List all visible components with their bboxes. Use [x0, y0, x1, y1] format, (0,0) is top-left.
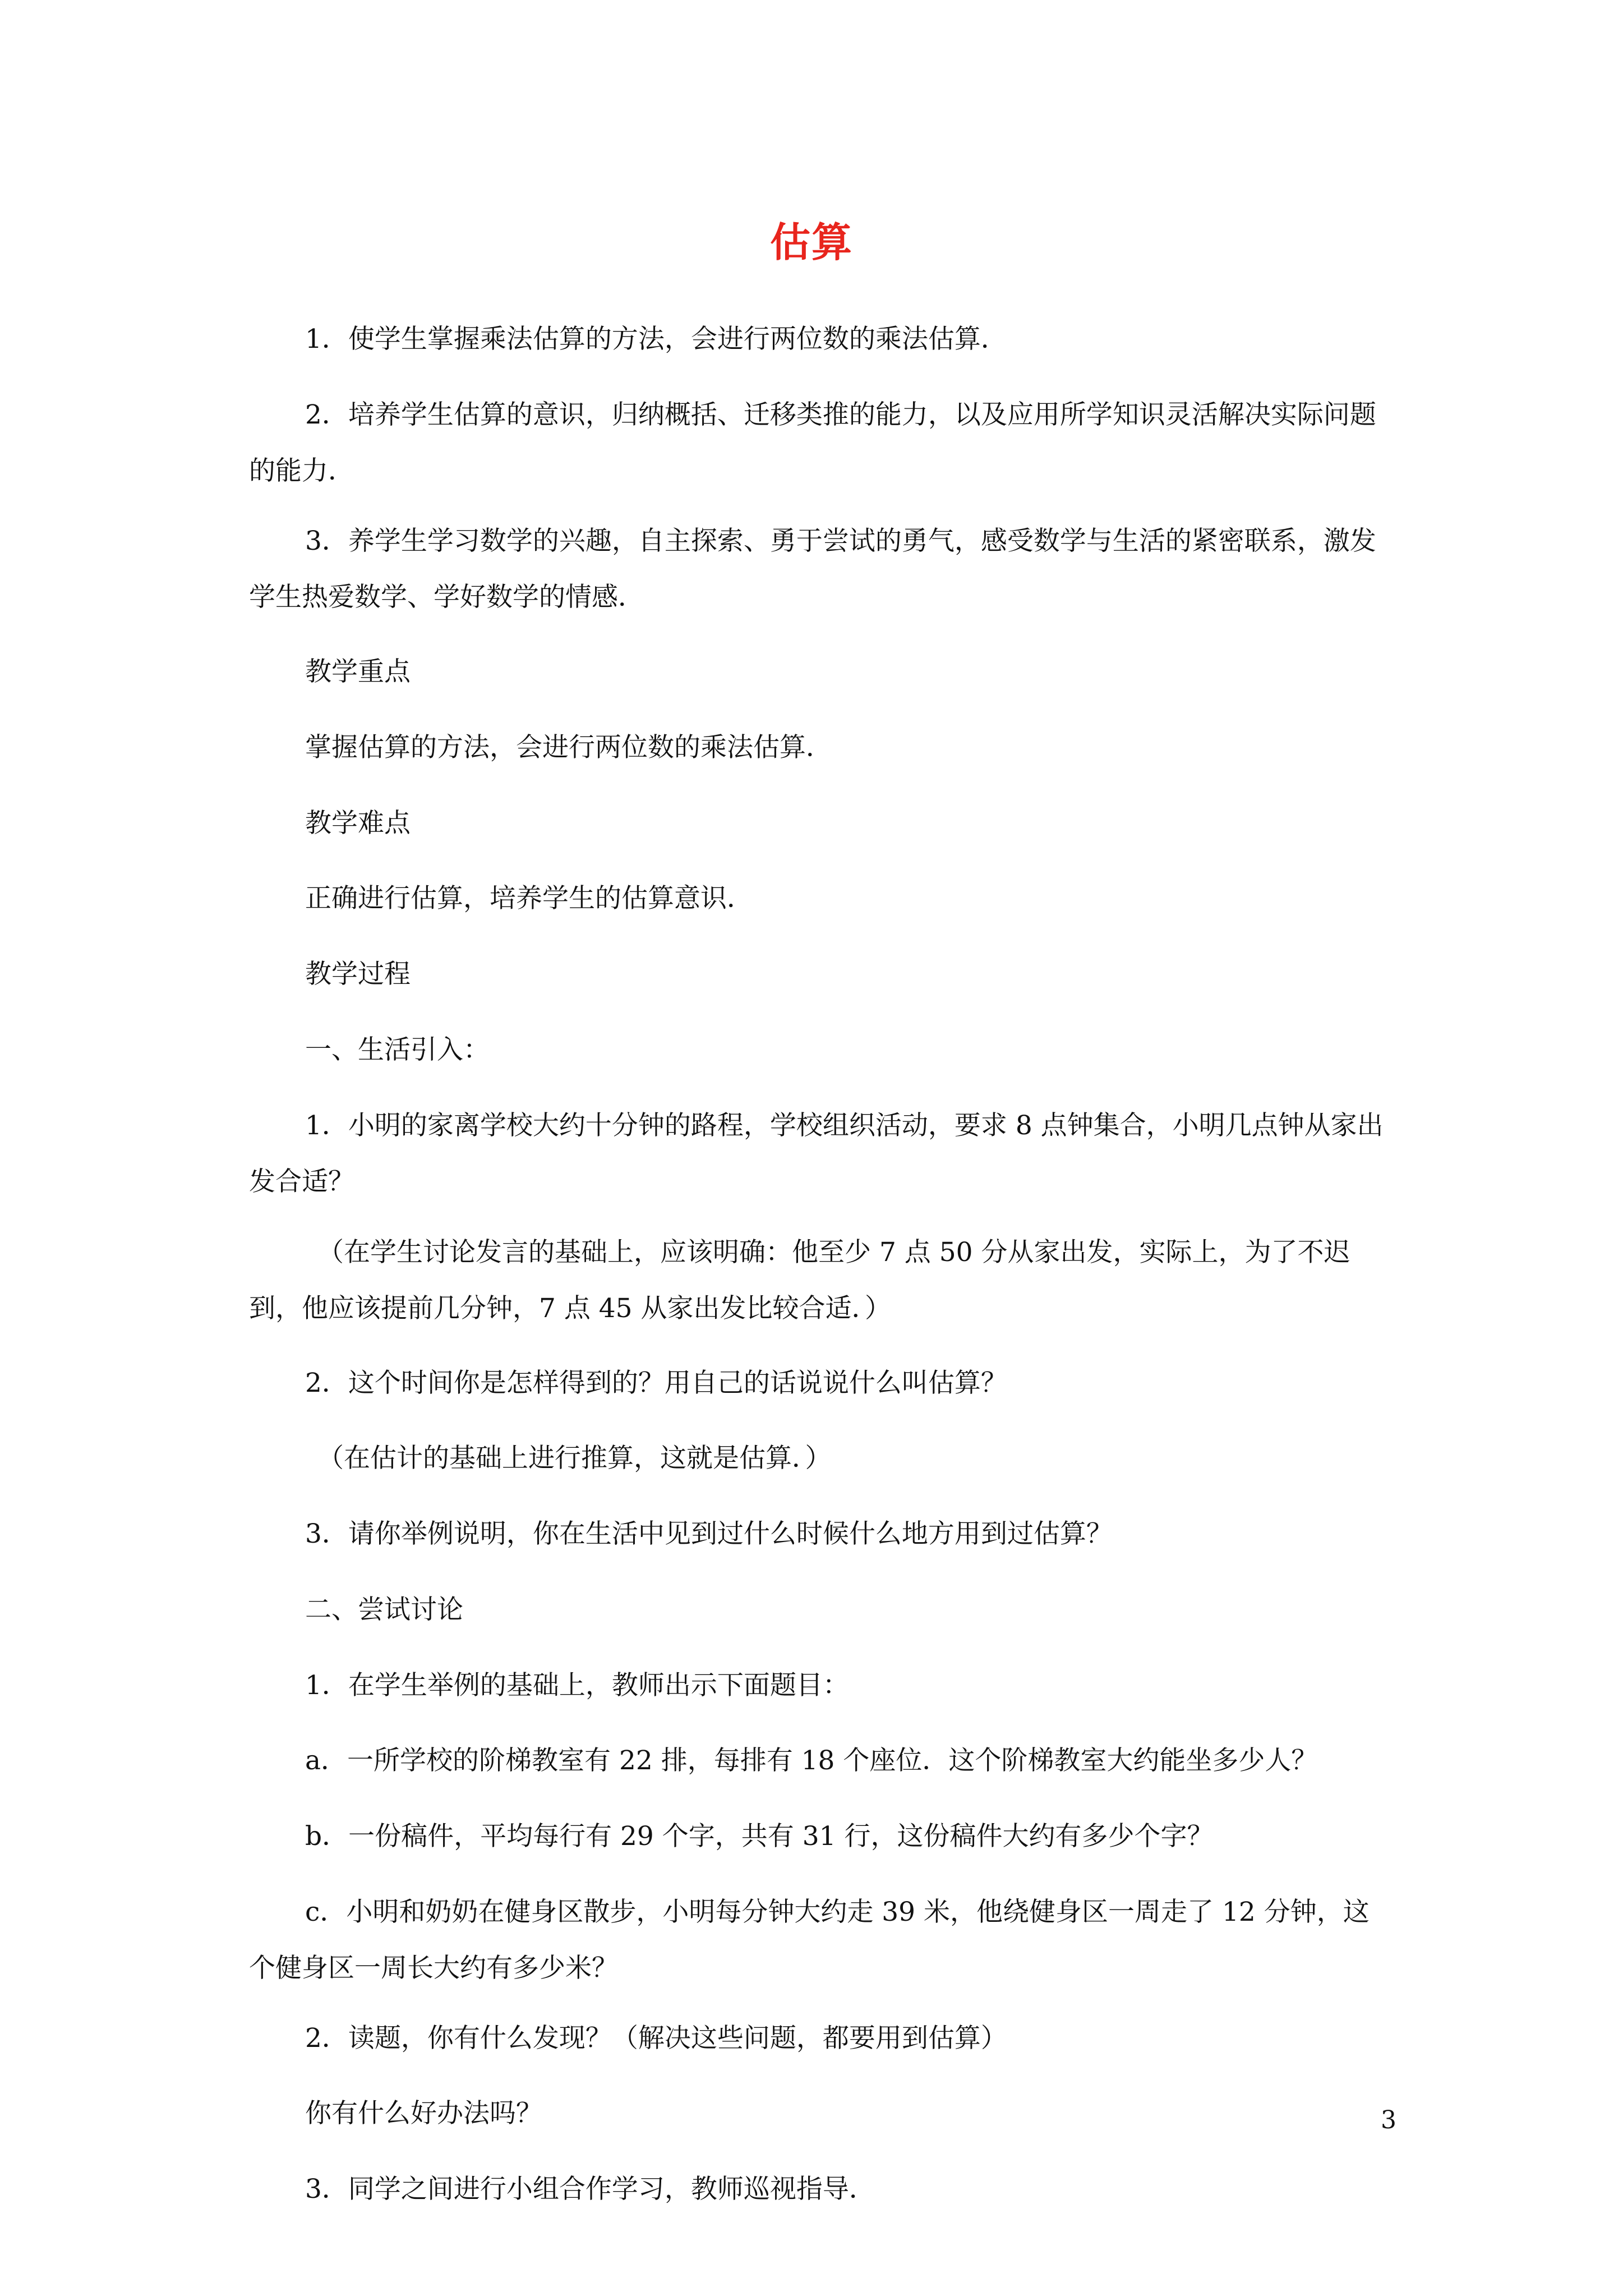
trial-step-3: 3．同学之间进行小组合作学习，教师巡视指导．	[305, 2174, 875, 2205]
problem-c: c．小明和奶奶在健身区散步，小明每分钟大约走 39 米，他绕健身区一周走了 12 分钟，这个健身区一周长大约有多少米？	[249, 1897, 1370, 1984]
objective-1: 1．使学生掌握乘法估算的方法，会进行两位数的乘法估算．	[305, 324, 1007, 355]
problem-b: b．一份稿件，平均每行有 29 个字，共有 31 行，这份稿件大约有多少个字？	[305, 1821, 1214, 1852]
document-title: 估算	[769, 218, 853, 266]
heading-teaching-key-point: 教学重点	[305, 656, 411, 687]
problem-a: a．一所学校的阶梯教室有 22 排，每排有 18 个座位．这个阶梯教室大约能坐多少人？	[305, 1745, 1318, 1776]
trial-step-2-question: 你有什么好办法吗？	[305, 2098, 542, 2129]
discussion-note-1: （在学生讨论发言的基础上，应该明确：他至少 7 点 50 分从家出发，实际上，为了不迟到，他应该提前几分钟，7 点 45 从家出发比较合适．）	[249, 1237, 1350, 1324]
heading-teaching-difficulty: 教学难点	[305, 808, 411, 839]
discussion-note-2: （在估计的基础上进行推算，这就是估算．）	[317, 1443, 832, 1474]
section-trial-discussion: 二、尝试讨论	[305, 1594, 463, 1625]
question-2-estimation: 2．这个时间你是怎样得到的？用自己的话说说什么叫估算？	[305, 1368, 1007, 1398]
question-3-examples: 3．请你举例说明，你在生活中见到过什么时候什么地方用到过估算？	[305, 1519, 1113, 1549]
objective-2: 2．培养学生估算的意识，归纳概括、迁移类推的能力，以及应用所学知识灵活解决实际问题的能力．	[249, 399, 1376, 486]
teaching-difficulty-text: 正确进行估算，培养学生的估算意识．	[305, 883, 753, 914]
teaching-key-point-text: 掌握估算的方法，会进行两位数的乘法估算．	[305, 732, 832, 763]
page-number: 3	[1381, 2106, 1396, 2134]
objective-3: 3．养学生学习数学的兴趣，自主探索、勇于尝试的勇气，感受数学与生活的紧密联系，激发学生热爱数学、学好数学的情感．	[249, 526, 1376, 613]
heading-teaching-process: 教学过程	[305, 959, 411, 990]
trial-step-1: 1．在学生举例的基础上，教师出示下面题目：	[305, 1670, 849, 1701]
question-1-leave-home: 1．小明的家离学校大约十分钟的路程，学校组织活动，要求 8 点钟集合，小明几点钟从家出发合适？	[249, 1110, 1384, 1197]
section-life-introduction: 一、生活引入：	[305, 1034, 490, 1065]
trial-step-2: 2．读题，你有什么发现？（解决这些问题，都要用到估算）	[305, 2023, 1007, 2054]
